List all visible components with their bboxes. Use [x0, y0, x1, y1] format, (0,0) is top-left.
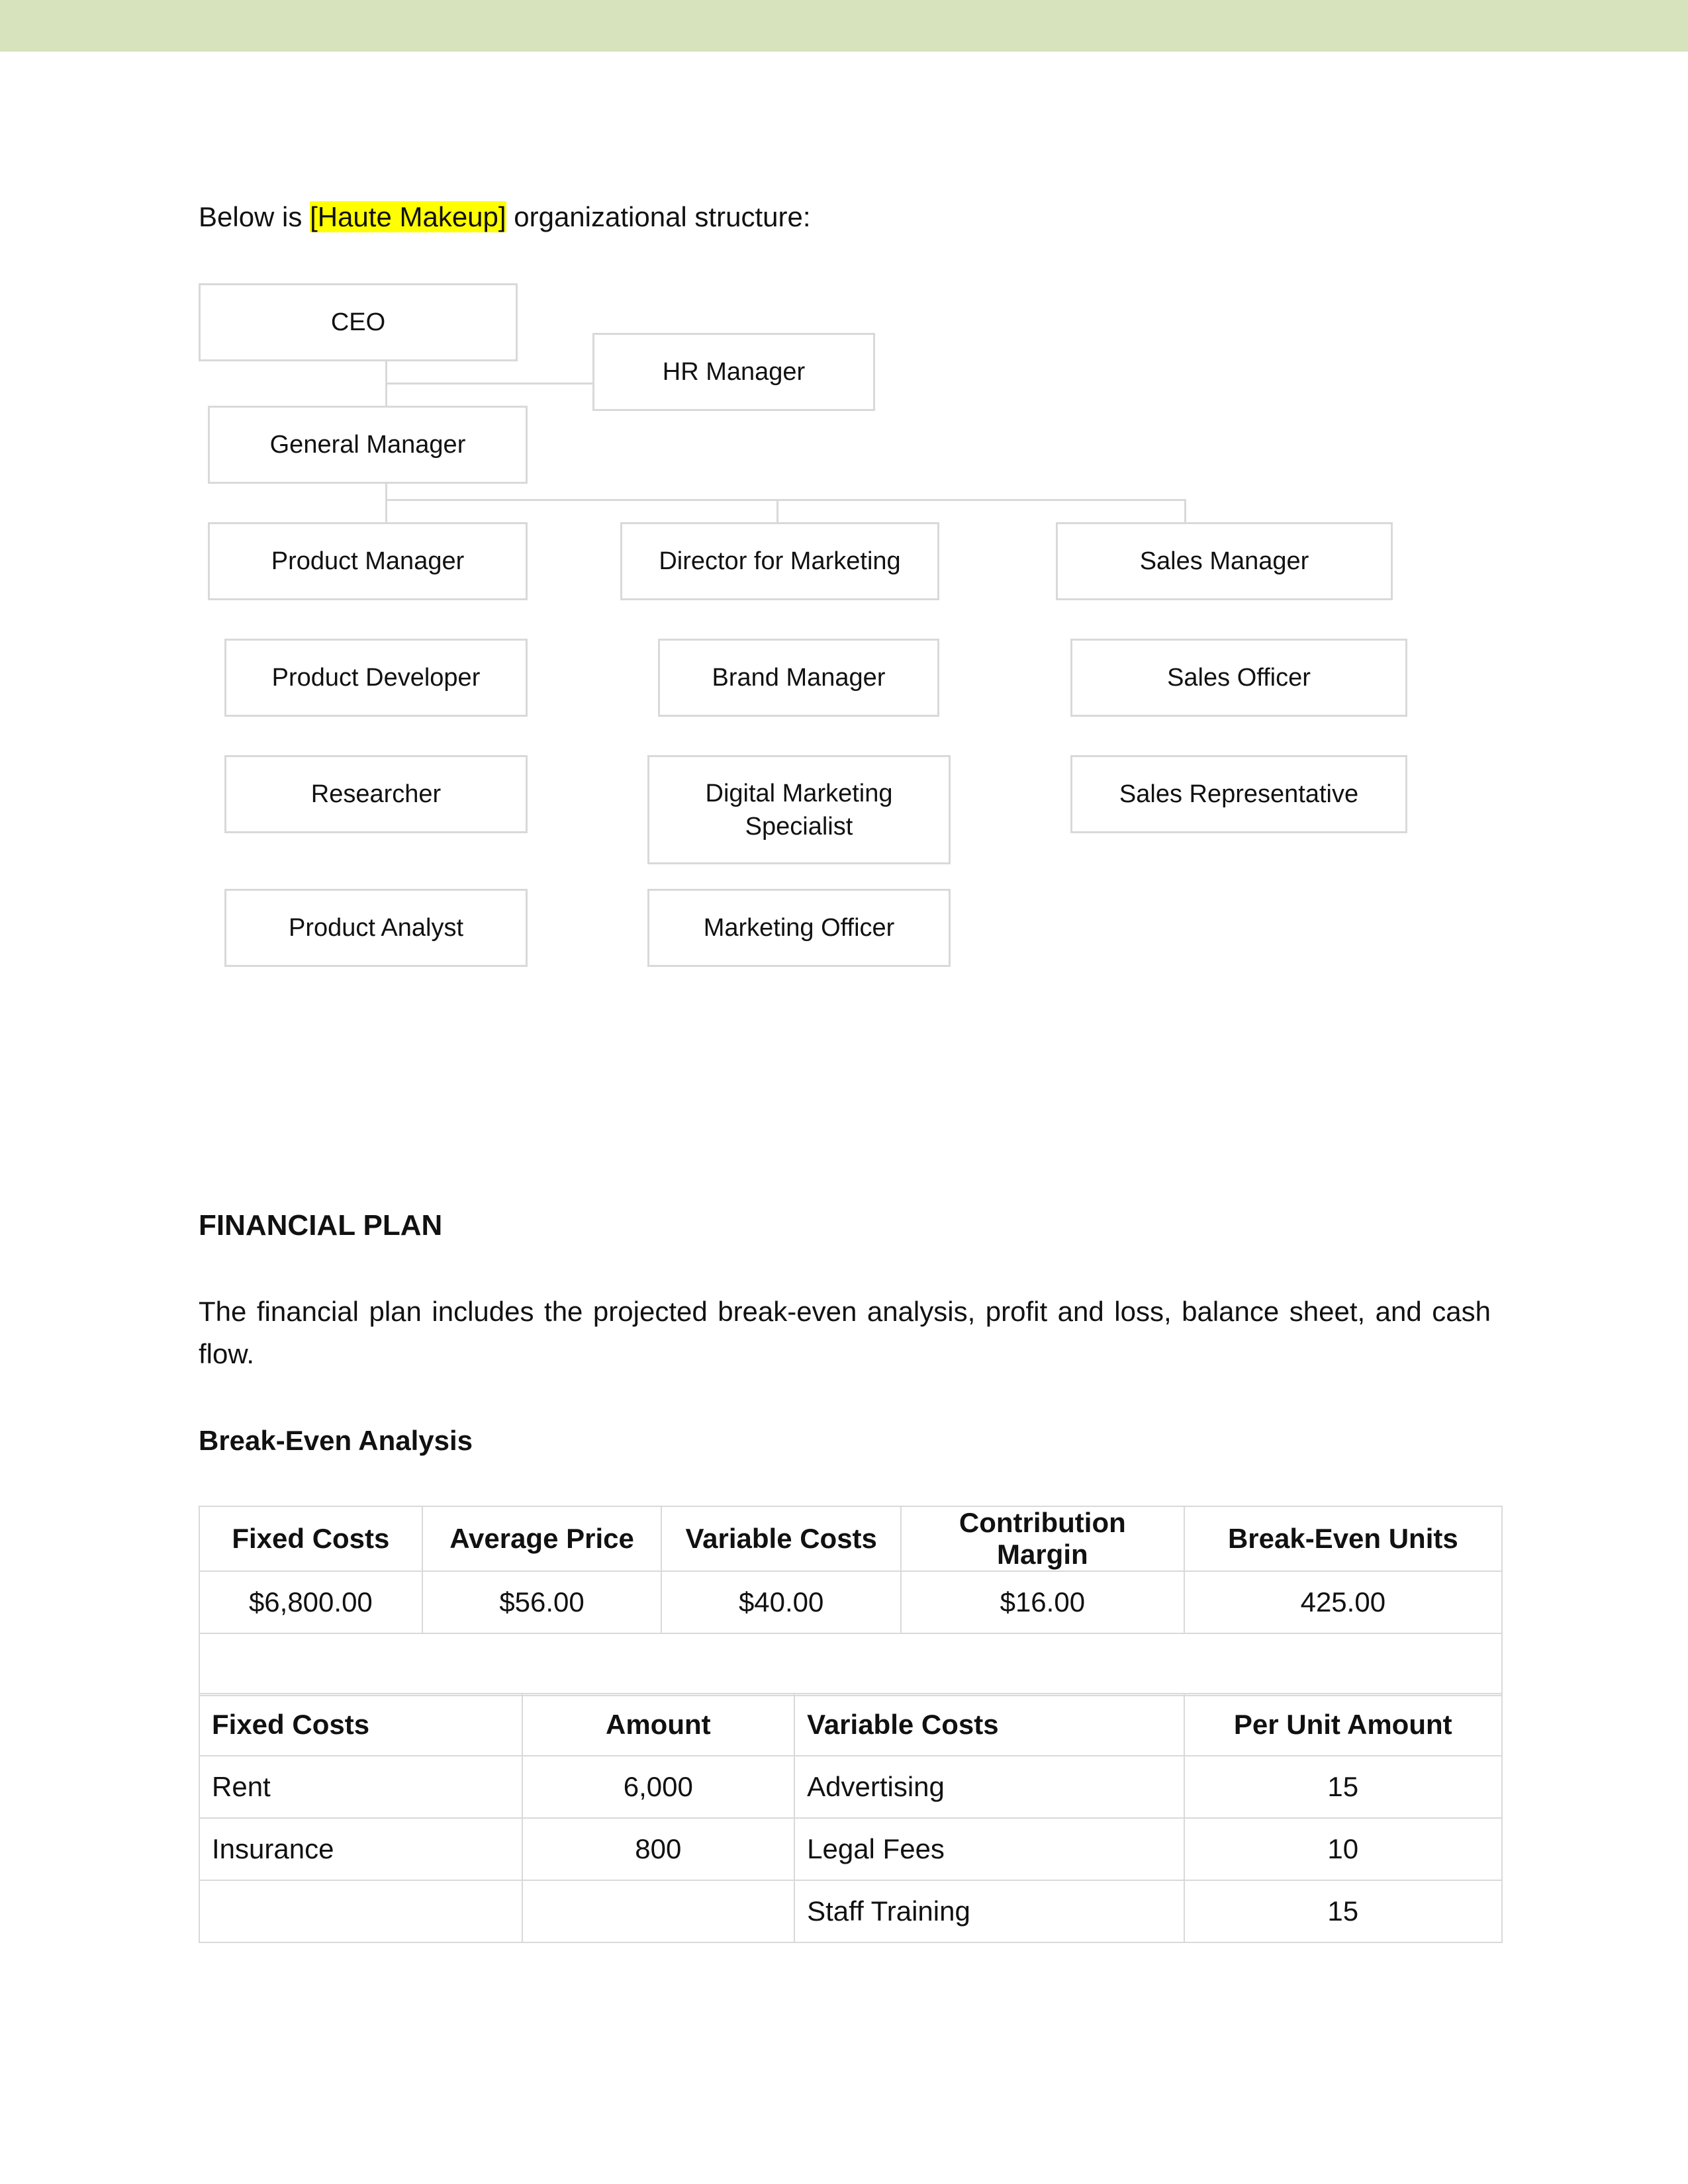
- table-cell: [199, 1880, 522, 1942]
- org-box-researcher: Researcher: [224, 755, 528, 833]
- table-cell: 800: [522, 1818, 795, 1880]
- org-box-sales-representative: Sales Representative: [1070, 755, 1407, 833]
- table-cell-empty: [199, 1633, 1502, 1696]
- table-cell: 10: [1184, 1818, 1503, 1880]
- table-cell: 15: [1184, 1756, 1503, 1818]
- intro-text: Below is [Haute Makeup] organizational structure:: [199, 201, 811, 232]
- connector-line: [1184, 499, 1186, 523]
- cost-breakdown-table: [199, 1693, 1503, 1943]
- table-cell: Staff Training: [794, 1880, 1184, 1942]
- table-row: [199, 1880, 1502, 1942]
- financial-plan-heading: FINANCIAL PLAN: [199, 1209, 443, 1242]
- org-box-digital-marketing-specialist: Digital Marketing Specialist: [647, 755, 951, 864]
- org-box-sales-manager: Sales Manager: [1056, 522, 1393, 600]
- table-header-cell: Fixed Costs: [199, 1506, 422, 1571]
- table-cell: Insurance: [199, 1818, 522, 1880]
- table-cell: $16.00: [901, 1571, 1184, 1633]
- break-even-summary-table: [199, 1506, 1503, 1696]
- table-row: [199, 1571, 1502, 1633]
- org-box-brand-manager: Brand Manager: [658, 639, 939, 717]
- table-header-cell: Break-Even Units: [1184, 1506, 1502, 1571]
- org-box-director-marketing: Director for Marketing: [620, 522, 939, 600]
- table-cell: Rent: [199, 1756, 522, 1818]
- table-header-cell: Variable Costs: [794, 1694, 1184, 1756]
- financial-plan-paragraph: The financial plan includes the projected break-even analysis, profit and loss, balance sheet, and cash flow.: [199, 1296, 1491, 1369]
- connector-line: [385, 383, 594, 385]
- table-cell: Advertising: [794, 1756, 1184, 1818]
- table-header-cell: Variable Costs: [661, 1506, 901, 1571]
- table-cell: 6,000: [522, 1756, 795, 1818]
- org-box-product-developer: Product Developer: [224, 639, 528, 717]
- table-cell: 425.00: [1184, 1571, 1502, 1633]
- table-row: [199, 1818, 1502, 1880]
- table-header-row: [199, 1694, 1502, 1756]
- table-header-row: [199, 1506, 1502, 1571]
- table-cell: Legal Fees: [794, 1818, 1184, 1880]
- table-cell: 15: [1184, 1880, 1503, 1942]
- table-cell: $6,800.00: [199, 1571, 422, 1633]
- connector-line: [385, 499, 1186, 501]
- org-box-product-analyst: Product Analyst: [224, 889, 528, 967]
- connector-line: [776, 499, 778, 523]
- table-header-cell: Contribution Margin: [901, 1506, 1184, 1571]
- table-header-cell: Fixed Costs: [199, 1694, 522, 1756]
- table-spacer-row: [199, 1633, 1502, 1696]
- table-header-cell: Amount: [522, 1694, 795, 1756]
- org-box-marketing-officer: Marketing Officer: [647, 889, 951, 967]
- header-band: [0, 0, 1688, 52]
- table-cell: $40.00: [661, 1571, 901, 1633]
- break-even-heading: Break-Even Analysis: [199, 1425, 473, 1456]
- org-box-general-manager: General Manager: [208, 406, 528, 484]
- table-cell: [522, 1880, 795, 1942]
- org-box-ceo: CEO: [199, 283, 518, 361]
- table-row: [199, 1756, 1502, 1818]
- table-header-cell: Average Price: [422, 1506, 662, 1571]
- table-cell: $56.00: [422, 1571, 662, 1633]
- connector-line: [385, 360, 387, 409]
- org-box-hr-manager: HR Manager: [592, 333, 875, 411]
- company-name-highlight: [Haute Makeup]: [310, 201, 506, 232]
- table-header-cell: Per Unit Amount: [1184, 1694, 1503, 1756]
- org-box-product-manager: Product Manager: [208, 522, 528, 600]
- org-box-sales-officer: Sales Officer: [1070, 639, 1407, 717]
